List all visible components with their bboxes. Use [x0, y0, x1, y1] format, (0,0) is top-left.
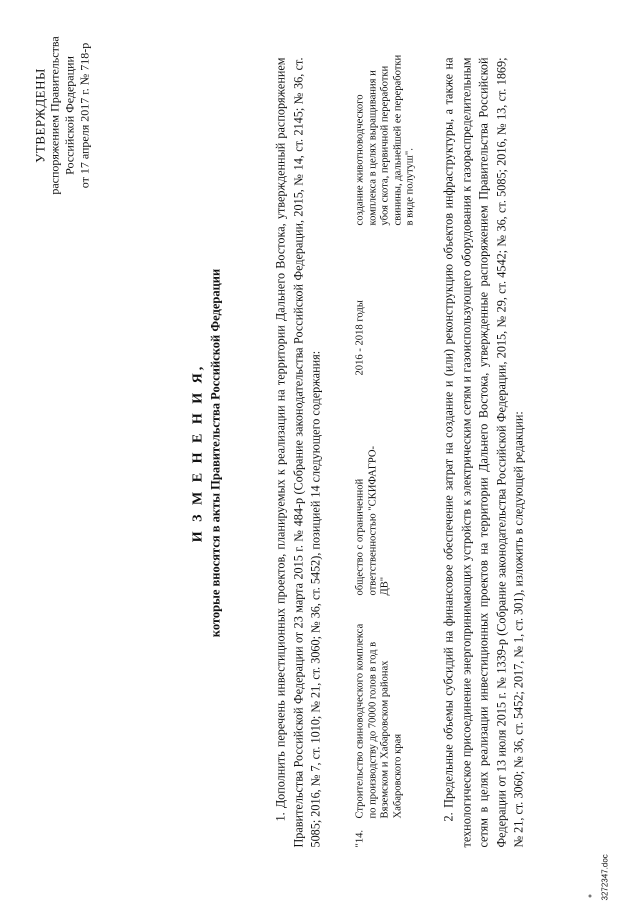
table-cell-description: создание животноводческого комплекса в целях выращивания и убоя скота, первичной переработки свинины, дальнейшей ее переработки в виде полутуш". — [354, 54, 416, 225]
table-row-number: "14. — [354, 829, 365, 847]
table-cell-company: общество с ограниченной ответственностью "СКИФАГРО-ДВ" — [354, 445, 391, 595]
table-cell-years: 2016 - 2018 годы — [354, 299, 365, 375]
paragraph-1-text: 1. Дополнить перечень инвестиционных проектов, планируемых к реализации на территории Дальнего Востока, утвержденный распоряжением Правительства Российской Федерации от 23 марта 2015 г. № 484-р (Собрание законодательства Российской Федерации, 2015, № 14, ст. 2145; № 36, ст. 5085; 2016, № 7, ст. 1010; № 21, ст. 3060; № 36, ст. 5452), позицией 14 следующего содержания: — [273, 57, 323, 847]
approval-stamp — [32, 30, 92, 200]
paragraph-2 — [440, 57, 528, 847]
approval-date: от 17 апреля 2017 г. № 718-р — [77, 42, 91, 188]
document-title: И З М Е Н Е Н И Я, — [190, 363, 205, 542]
document-subtitle: которые вносятся в акты Правительства Российской Федерации — [208, 268, 222, 637]
approval-line: распоряжением Правительства — [47, 35, 61, 195]
approval-heading: УТВЕРЖДЕНЫ — [32, 67, 47, 163]
paragraph-1 — [272, 57, 325, 847]
paragraph-2-text: 2. Предельные объемы субсидий на финансовое обеспечение затрат на создание и (или) реконструкцию объектов инфраструктуры, а также на технологическое присоединение энергопринимающих устройств к электрическим сетям и газоиспользующего оборудования к газораспределительным сетям в целях реализации инвестиционных проектов на территории Дальнего Востока, утвержденные распоряжением Правительства Российской Федерации от 13 июля 2015 г. № 1339-р (Собрание законодательства Российской Федерации, 2015, № 29, ст. 4542; № 36, ст. 5085; 2016, № 13, ст. 1869; № 21, ст. 3060; № 36, ст. 5452; 2017, № 1, ст. 301), изложить в следующей редакции: — [441, 57, 526, 847]
margin-dot — [588, 894, 591, 897]
table-cell-project: Строительство свиноводческого комплекса по производству до 70000 голов в год в Вяземском и Хабаровском районах Хабаровского края — [354, 623, 403, 818]
file-name-footer: 3272347.doc — [600, 853, 609, 900]
approval-line: Российской Федерации — [62, 55, 76, 175]
